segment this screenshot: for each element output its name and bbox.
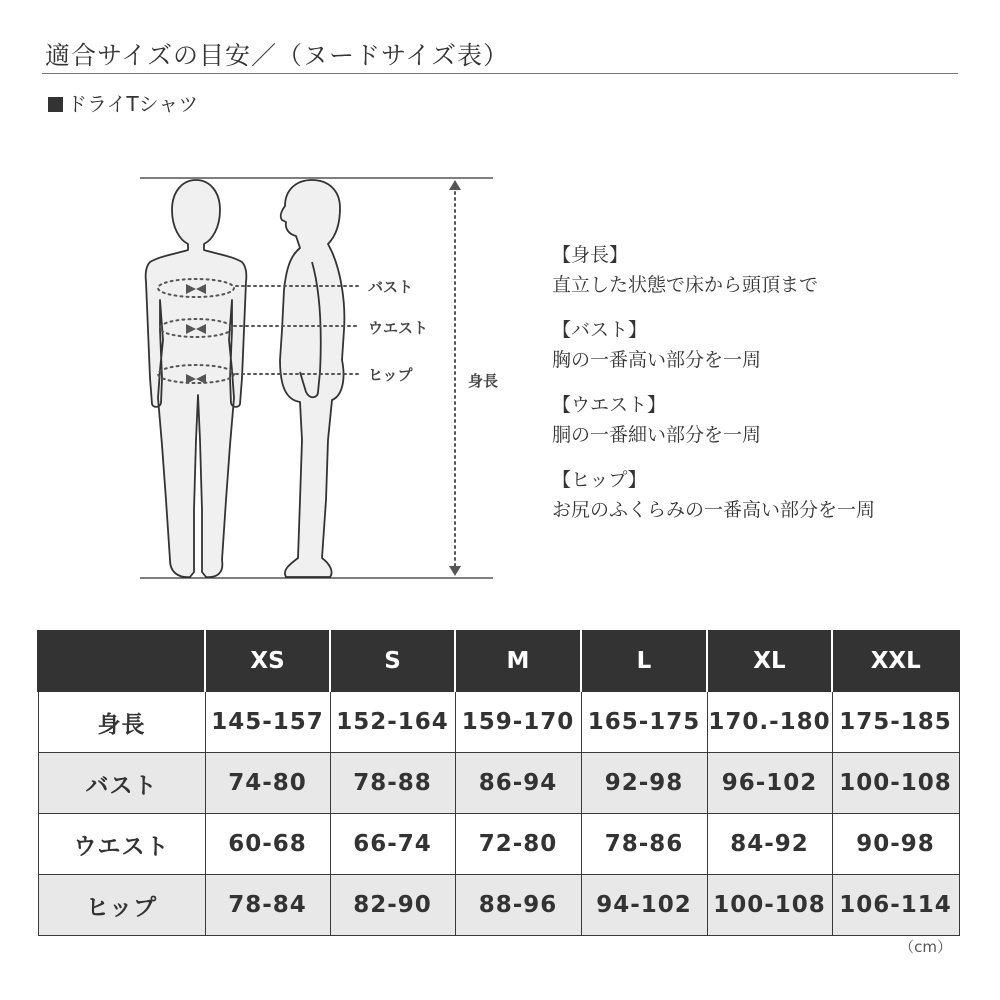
- height-arrow-down: [449, 566, 461, 576]
- table-cell: 78-86: [581, 814, 707, 875]
- table-cell: 100-108: [707, 875, 832, 936]
- bust-description: [552, 315, 761, 375]
- table-cell: 175-185: [832, 692, 959, 753]
- desc-heading: 【ウエスト】: [552, 394, 667, 416]
- table-cell: 72-80: [455, 814, 581, 875]
- table-cell: 165-175: [581, 692, 707, 753]
- hip-description: [552, 465, 875, 525]
- desc-text: お尻のふくらみの一番高い部分を一周: [552, 499, 876, 521]
- size-table: [37, 630, 960, 936]
- row-label: バスト: [38, 753, 205, 814]
- size-header-m: M: [455, 631, 581, 692]
- table-cell: 66-74: [330, 814, 455, 875]
- table-cell: 82-90: [330, 875, 455, 936]
- row-label: 身長: [38, 692, 205, 753]
- size-header-xxl: XXL: [832, 631, 959, 692]
- front-body-silhouette: [146, 180, 247, 577]
- waist-description: [552, 390, 761, 450]
- desc-heading: 【ヒップ】: [552, 469, 647, 491]
- desc-text: 直立した状態で床から頭頂まで: [552, 274, 819, 296]
- table-cell: 86-94: [455, 753, 581, 814]
- desc-text: 胸の一番高い部分を一周: [552, 349, 762, 371]
- table-cell: 94-102: [581, 875, 707, 936]
- table-cell: 78-84: [205, 875, 330, 936]
- table-row-bust: [38, 753, 959, 814]
- table-cell: 78-88: [330, 753, 455, 814]
- table-cell: 88-96: [455, 875, 581, 936]
- size-header-row: [38, 631, 959, 692]
- table-cell: 96-102: [707, 753, 832, 814]
- waist-label: ウエスト: [368, 319, 429, 337]
- table-cell: 90-98: [832, 814, 959, 875]
- table-cell: 145-157: [205, 692, 330, 753]
- desc-heading: 【バスト】: [552, 319, 648, 341]
- table-cell: 152-164: [330, 692, 455, 753]
- height-description: [552, 240, 818, 300]
- table-cell: 84-92: [707, 814, 832, 875]
- desc-heading: 【身長】: [552, 244, 629, 266]
- table-cell: 60-68: [205, 814, 330, 875]
- desc-text: 胴の一番細い部分を一周: [552, 424, 762, 446]
- row-label: ウエスト: [38, 814, 205, 875]
- table-cell: 170.-180: [707, 692, 832, 753]
- size-header-l: L: [581, 631, 707, 692]
- height-arrow-up: [449, 180, 461, 190]
- product-name: ドライTシャツ: [67, 92, 199, 116]
- table-row-waist: [38, 814, 959, 875]
- size-header-s: S: [330, 631, 455, 692]
- table-cell: 159-170: [455, 692, 581, 753]
- table-cell: 74-80: [205, 753, 330, 814]
- height-label: 身長: [468, 372, 499, 390]
- header-corner-cell: [38, 631, 205, 692]
- side-body-silhouette: [280, 180, 344, 577]
- size-header-xs: XS: [205, 631, 330, 692]
- table-row-height: [38, 692, 959, 753]
- table-cell: 106-114: [832, 875, 959, 936]
- table-cell: 100-108: [832, 753, 959, 814]
- table-cell: 92-98: [581, 753, 707, 814]
- unit-note: （cm）: [899, 938, 952, 956]
- row-label: ヒップ: [38, 875, 205, 936]
- bust-label: バスト: [368, 278, 414, 296]
- hip-label: ヒップ: [368, 366, 413, 384]
- page-title: 適合サイズの目安／（ヌードサイズ表）: [45, 41, 510, 70]
- size-header-xl: XL: [707, 631, 832, 692]
- table-row-hip: [38, 875, 959, 936]
